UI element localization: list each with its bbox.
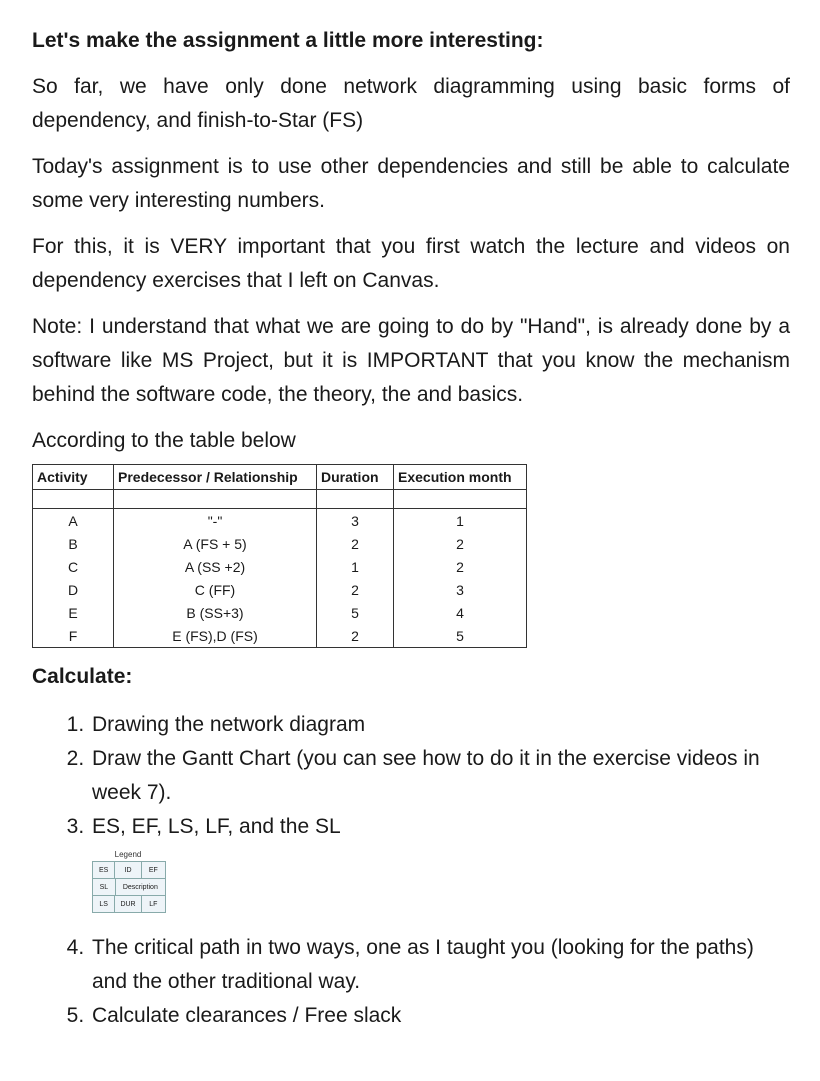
list-item: 5. Calculate clearances / Free slack [90,999,790,1033]
legend-title: Legend [114,850,142,859]
table-row [33,601,527,624]
cell-duration: 1 [317,555,394,578]
cell-predecessor: E (FS),D (FS) [114,624,317,648]
cell-execution-month: 2 [394,555,527,578]
table-spacer-row [33,490,527,509]
legend-cell: Description [122,883,158,891]
task-list-second [32,931,790,1033]
cell-activity: E [33,601,114,624]
cell-execution-month: 2 [394,532,527,555]
header-activity: Activity [33,465,114,490]
table-row [33,532,527,555]
cell-predecessor: B (SS+3) [114,601,317,624]
list-item: 3. ES, EF, LS, LF, and the SL [90,810,790,844]
legend-cell: ES [93,862,115,878]
legend-cell: LF [149,900,158,908]
header-execution-month: Execution month [394,465,527,490]
legend-cell: ID [115,862,141,878]
cell-duration: 3 [317,509,394,533]
activity-table [32,464,527,648]
paragraph-today: Today's assignment is to use other dependencies and still be able to calculate some very interesting numbers. [32,155,790,212]
cell-execution-month: 4 [394,601,527,624]
legend-row [93,862,165,879]
legend-cell: LS [93,896,115,912]
legend-cell: DUR [115,896,141,912]
table-row [33,578,527,601]
legend-cell: SL [93,879,116,895]
assignment-page [32,26,790,1033]
legend-box [92,861,166,913]
legend-figure [92,850,172,913]
cell-duration: 2 [317,624,394,648]
cell-execution-month: 3 [394,578,527,601]
table-header-row [33,465,527,490]
legend-row [93,896,165,912]
cell-execution-month: 1 [394,509,527,533]
cell-activity: C [33,555,114,578]
cell-predecessor: A (FS + 5) [114,532,317,555]
cell-duration: 2 [317,578,394,601]
paragraph-important: For this, it is VERY important that you first watch the lecture and videos on dependency exercises that I left on Canvas. [32,235,790,292]
cell-activity: D [33,578,114,601]
header-duration: Duration [317,465,394,490]
cell-duration: 5 [317,601,394,624]
legend-row [93,879,165,896]
cell-duration: 2 [317,532,394,555]
paragraph-table-intro: According to the table below [32,429,296,452]
cell-activity: B [33,532,114,555]
cell-predecessor: A (SS +2) [114,555,317,578]
paragraph-intro: So far, we have only done network diagramming using basic forms of dependency, and finish-to-Star (FS) [32,75,790,132]
table-row [33,509,527,533]
cell-activity: F [33,624,114,648]
legend-cell: EF [148,866,158,874]
cell-activity: A [33,509,114,533]
paragraph-note: Note: I understand that what we are going to do by "Hand", is already done by a software like MS Project, but it is IMPORTANT that you know the mechanism behind the software code, the theory, the and basics. [32,315,790,406]
table-row [33,555,527,578]
assignment-heading: Let's make the assignment a little more interesting: [32,29,544,52]
cell-execution-month: 5 [394,624,527,648]
table-row [33,624,527,648]
header-predecessor: Predecessor / Relationship [114,465,317,490]
task-list-first [32,708,790,844]
cell-predecessor: C (FF) [114,578,317,601]
list-item: 4. The critical path in two ways, one as I taught you (looking for the paths) and the other traditional way. [90,931,790,999]
list-item: 1. Drawing the network diagram [90,708,790,742]
cell-predecessor: "-" [114,509,317,533]
list-item: 2. Draw the Gantt Chart (you can see how to do it in the exercise videos in week 7). [90,742,790,810]
calculate-title: Calculate: [32,665,133,688]
